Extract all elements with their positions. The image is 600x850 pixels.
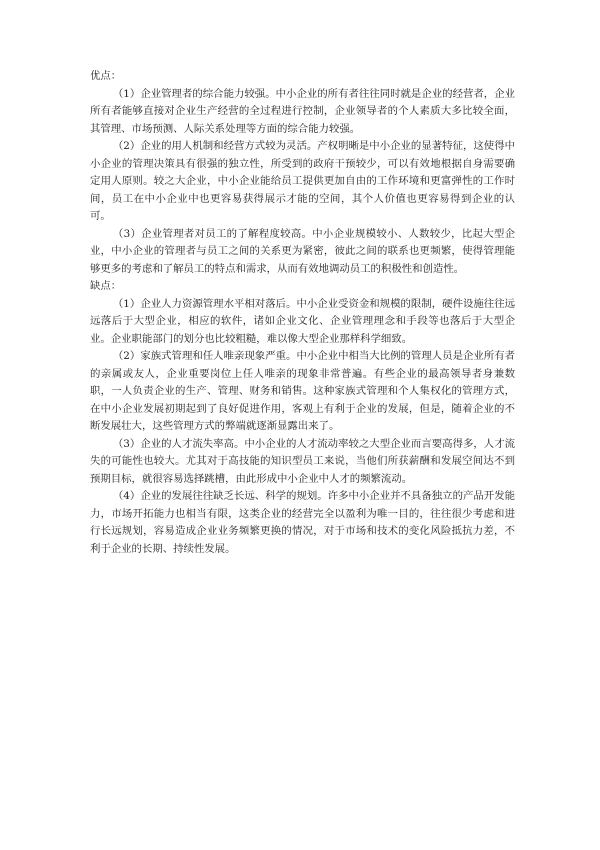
document-body: [90, 68, 515, 558]
disadvantage-item-1: （1）企业人力资源管理水平相对落后。中小企业受资金和规模的限制，硬件设施往往远远落后于大型企业，相应的软件，诸如企业文化、企业管理理念和手段等也落后于大型企业。企业职能部门的划分也比较粗糙，难以像大型企业那样科学细致。: [90, 297, 515, 345]
advantages-heading: 优点：: [90, 70, 122, 82]
disadvantage-item-4: （4）企业的发展往往缺乏长远、科学的规划。许多中小企业并不具备独立的产品开发能力，市场开拓能力也相当有限，这类企业的经营完全以盈利为唯一目的，往往很少考虑和进行长远规划，容易造成企业业务频繁更换的情况，对于市场和技术的变化风险抵抗力差，不利于企业的长期、持续性发展。: [90, 490, 515, 555]
disadvantage-item-2: （2）家族式管理和任人唯亲现象严重。中小企业中相当大比例的管理人员是企业所有者的亲属或友人，企业重要岗位上任人唯亲的现象非常普遍。有些企业的最高领导者身兼数职，一人负责企业的生产、管理、财务和销售。这种家族式管理和个人集权化的管理方式，在中小企业发展初期起到了良好促进作用，客观上有利于企业的发展，但是，随着企业的不断发展壮大，这些管理方式的弊端就逐渐显露出来了。: [90, 350, 515, 432]
advantage-item-3: （3）企业管理者对员工的了解程度较高。中小企业规模较小、人数较少，比起大型企业，中小企业的管理者与员工之间的关系更为紧密，彼此之间的联系也更频繁，使得管理能够更多的考虑和了解员工的特点和需求，从而有效地调动员工的积极性和创造性。: [90, 227, 515, 275]
disadvantage-item-3: （3）企业的人才流失率高。中小企业的人才流动率较之大型企业而言要高得多，人才流失的可能性也较大。尤其对于高技能的知识型员工来说，当他们所获薪酬和发展空间达不到预期目标，就很容易选择跳槽，由此形成中小企业中人才的频繁流动。: [90, 437, 515, 485]
advantage-item-2: （2）企业的用人机制和经营方式较为灵活。产权明晰是中小企业的显著特征，这使得中小企业的管理决策具有很强的独立性，所受到的政府干预较少，可以有效地根据自身需要确定用人原则。较之大企业，中小企业能给员工提供更加自由的工作环境和更富弹性的工作时间，员工在中小企业中也更容易获得展示才能的空间，其个人价值也更容易得到企业的认可。: [90, 140, 515, 222]
disadvantages-heading: 缺点：: [90, 280, 122, 292]
advantage-item-1: （1）企业管理者的综合能力较强。中小企业的所有者往往同时就是企业的经营者，企业所有者能够直接对企业生产经营的全过程进行控制，企业领导者的个人素质大多比较全面，其管理、市场预测、人际关系处理等方面的综合能力较强。: [90, 87, 515, 135]
